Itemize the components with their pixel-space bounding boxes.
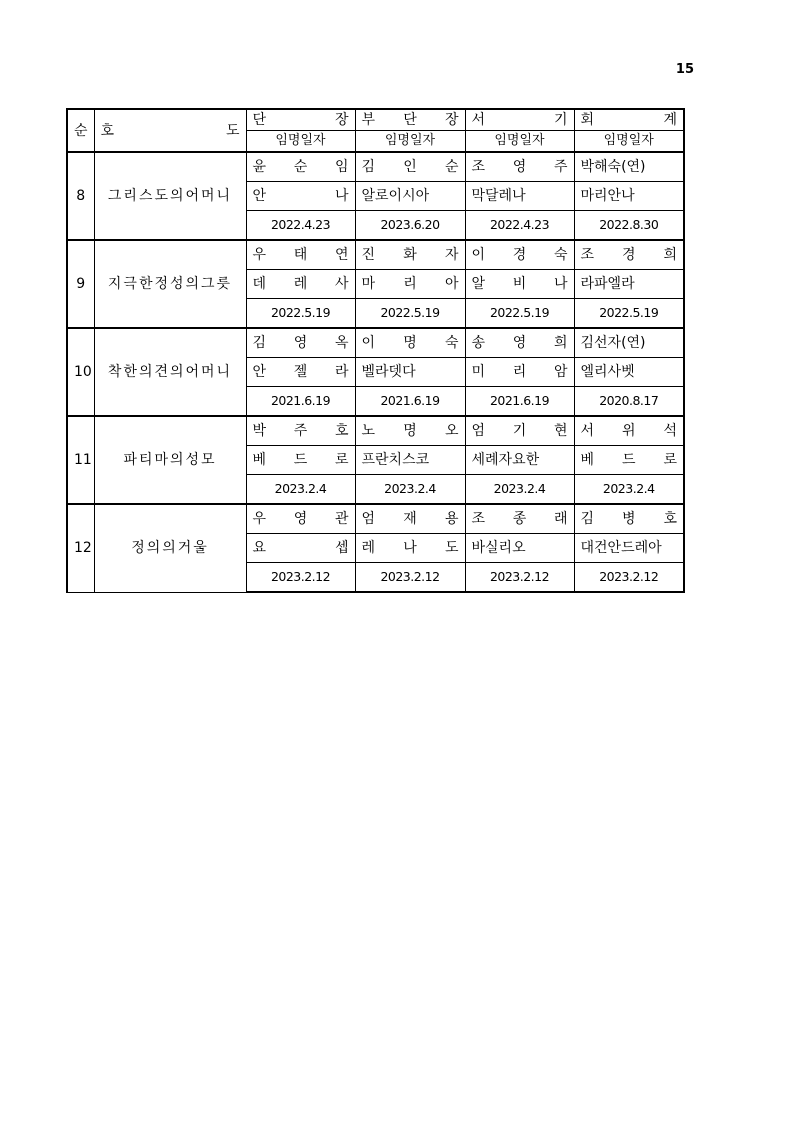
officer-name: 엄 재 용 [355,504,465,534]
officer-name: 엄 기 현 [465,416,574,446]
table-row [67,240,684,270]
header-org-name: 호 도 [94,109,246,152]
appointment-date: 2022.5.19 [574,299,684,329]
baptismal-name: 데 레 사 [246,270,355,299]
org-name: 파티마의성모 [94,416,246,504]
appointment-date: 2022.5.19 [246,299,355,329]
officer-name: 송 영 희 [465,328,574,358]
baptismal-name: 막달레나 [465,182,574,211]
row-number: 12 [67,504,94,592]
officer-name: 윤 순 임 [246,152,355,182]
header-number: 순 [67,109,94,152]
appointment-date: 2021.6.19 [465,387,574,417]
appointment-date: 2022.4.23 [246,211,355,241]
appointment-date: 2021.6.19 [355,387,465,417]
org-name: 그리스도의어머니 [94,152,246,240]
appointment-date: 2022.5.19 [465,299,574,329]
appointment-date: 2023.2.12 [465,563,574,593]
baptismal-name: 베 드 로 [574,446,684,475]
officer-name: 조 경 희 [574,240,684,270]
baptismal-name: 대건안드레아 [574,534,684,563]
header-role-leader: 단 장 [246,109,355,131]
appointment-date: 2023.2.4 [355,475,465,505]
officer-name: 김 병 호 [574,504,684,534]
baptismal-name: 프란치스코 [355,446,465,475]
header-role-secretary: 서 기 [465,109,574,131]
officer-roster-table [66,108,685,593]
baptismal-name: 요 셉 [246,534,355,563]
officer-name: 김 인 순 [355,152,465,182]
officer-name: 조 종 래 [465,504,574,534]
table-row [67,416,684,446]
appointment-date: 2023.2.4 [465,475,574,505]
row-number: 11 [67,416,94,504]
appointment-date: 2023.6.20 [355,211,465,241]
appointment-date: 2023.2.12 [246,563,355,593]
officer-name: 노 명 오 [355,416,465,446]
header-appointment-date: 임명일자 [246,131,355,153]
officer-name: 김선자(연) [574,328,684,358]
header-appointment-date: 임명일자 [574,131,684,153]
officer-name: 서 위 석 [574,416,684,446]
header-role-vice-leader: 부 단 장 [355,109,465,131]
officer-name: 우 태 연 [246,240,355,270]
header-row-roles [67,109,684,131]
officer-name: 박해숙(연) [574,152,684,182]
table-row [67,328,684,358]
baptismal-name: 벨라뎃다 [355,358,465,387]
baptismal-name: 안 젤 라 [246,358,355,387]
appointment-date: 2023.2.12 [355,563,465,593]
baptismal-name: 바실리오 [465,534,574,563]
org-name: 정의의거울 [94,504,246,592]
header-appointment-date: 임명일자 [465,131,574,153]
officer-name: 이 경 숙 [465,240,574,270]
officer-name: 조 영 주 [465,152,574,182]
officer-name: 김 영 옥 [246,328,355,358]
appointment-date: 2023.2.4 [574,475,684,505]
row-number: 9 [67,240,94,328]
baptismal-name: 베 드 로 [246,446,355,475]
row-number: 10 [67,328,94,416]
officer-name: 우 영 관 [246,504,355,534]
baptismal-name: 엘리사벳 [574,358,684,387]
baptismal-name: 미 리 암 [465,358,574,387]
row-number: 8 [67,152,94,240]
baptismal-name: 마 리 아 [355,270,465,299]
appointment-date: 2022.8.30 [574,211,684,241]
header-role-treasurer: 회 계 [574,109,684,131]
baptismal-name: 안 나 [246,182,355,211]
page-number: 15 [675,62,694,77]
org-name: 착한의견의어머니 [94,328,246,416]
baptismal-name: 세례자요한 [465,446,574,475]
officer-name: 진 화 자 [355,240,465,270]
baptismal-name: 마리안나 [574,182,684,211]
appointment-date: 2022.5.19 [355,299,465,329]
baptismal-name: 레 나 도 [355,534,465,563]
table-row [67,504,684,534]
appointment-date: 2022.4.23 [465,211,574,241]
org-name: 지극한정성의그릇 [94,240,246,328]
appointment-date: 2023.2.4 [246,475,355,505]
appointment-date: 2020.8.17 [574,387,684,417]
appointment-date: 2023.2.12 [574,563,684,593]
table-row [67,152,684,182]
header-appointment-date: 임명일자 [355,131,465,153]
officer-name: 박 주 호 [246,416,355,446]
baptismal-name: 알로이시아 [355,182,465,211]
baptismal-name: 라파엘라 [574,270,684,299]
officer-name: 이 명 숙 [355,328,465,358]
appointment-date: 2021.6.19 [246,387,355,417]
baptismal-name: 알 비 나 [465,270,574,299]
